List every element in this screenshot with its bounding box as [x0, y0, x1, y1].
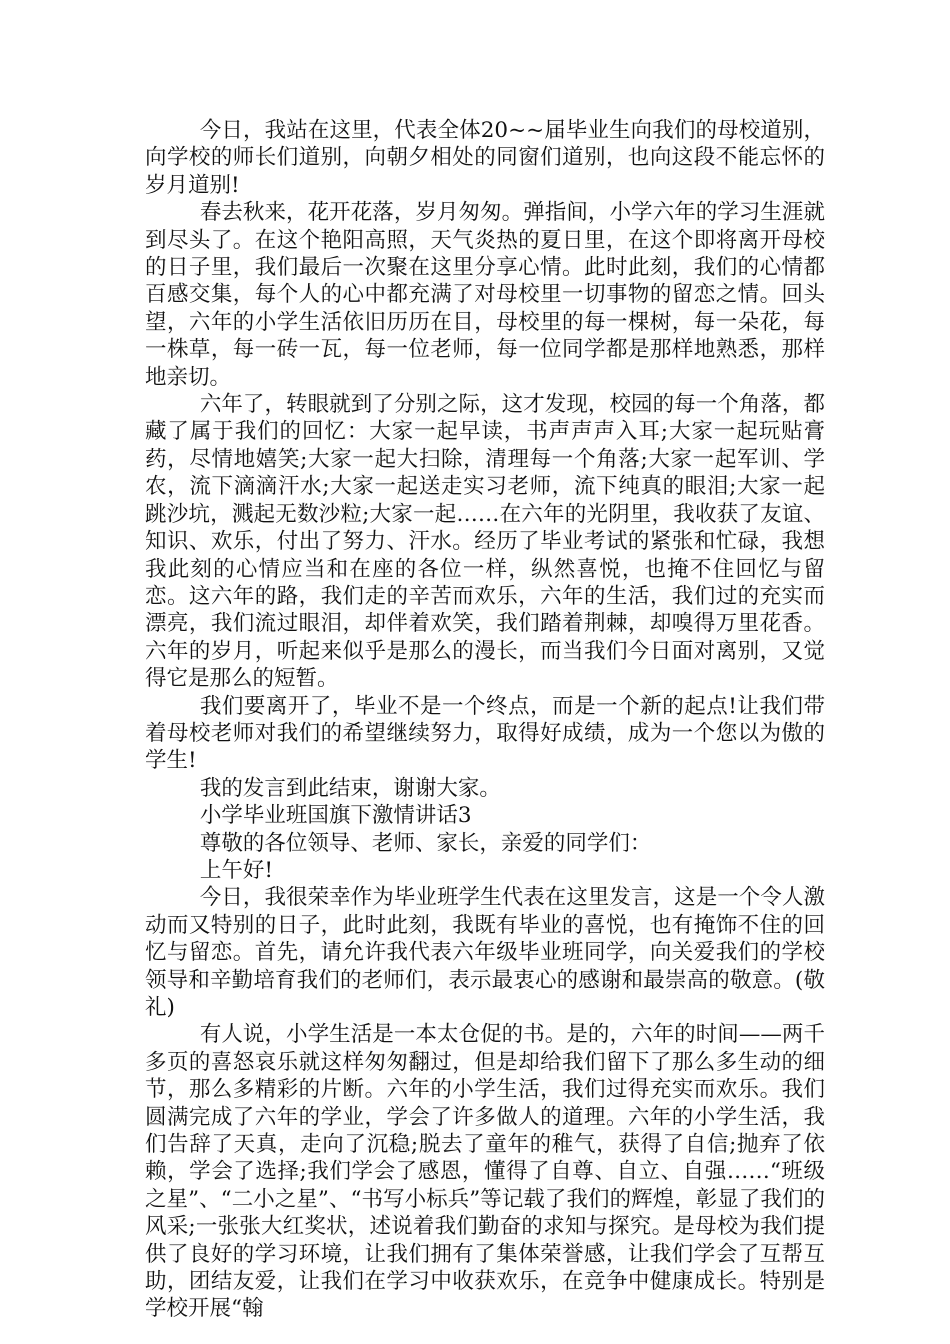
paragraph: 春去秋来，花开花落，岁月匆匆。弹指间，小学六年的学习生涯就到尽头了。在这个艳阳高照，天气炎热的夏日里，在这个即将离开母校的日子里，我们最后一次聚在这里分享心情。此时此刻，我们的心情都百感交集，每个人的心中都充满了对母校里一切事物的留恋之情。回头望，六年的小学生活依旧历历在目，母校里的每一棵树，每一朵花，每一株草，每一砖一瓦，每一位老师，每一位同学都是那样地熟悉，那样地亲切。: [145, 200, 825, 390]
document-body: [145, 117, 825, 1323]
greeting: 上午好!: [199, 857, 273, 883]
section-heading: 小学毕业班国旗下激情讲话3: [199, 803, 472, 829]
paragraph: 六年了，转眼就到了分别之际，这才发现，校园的每一个角落，都藏了属于我们的回忆：大家一起早读，书声声声入耳;大家一起玩贴膏药，尽情地嬉笑;大家一起大扫除，清理每一个角落;大家一起军训、学农，流下滴滴汗水;大家一起送走实习老师，流下纯真的眼泪;大家一起跳沙坑，溅起无数沙粒;大家一起……在六年的光阴里，我收获了友谊、知识、欢乐，付出了努力、汗水。经历了毕业考试的紧张和忙碌，我想我此刻的心情应当和在座的各位一样，纵然喜悦，也掩不住回忆与留恋。这六年的路，我们走的辛苦而欢乐，六年的生活，我们过的充实而漂亮，我们流过眼泪，却伴着欢笑，我们踏着荆棘，却嗅得万里花香。六年的岁月，听起来似乎是那么的漫长，而当我们今日面对离别，又觉得它是那么的短暂。: [145, 392, 825, 692]
paragraph: 今日，我很荣幸作为毕业班学生代表在这里发言，这是一个令人激动而又特别的日子，此时此刻，我既有毕业的喜悦，也有掩饰不住的回忆与留恋。首先，请允许我代表六年级毕业班同学，向关爱我们的学校领导和辛勤培育我们的老师们，表示最衷心的感谢和最崇高的敬意。(敬礼): [145, 885, 825, 1020]
paragraph: 有人说，小学生活是一本太仓促的书。是的，六年的时间——两千多页的喜怒哀乐就这样匆匆翻过，但是却给我们留下了那么多生动的细节，那么多精彩的片断。六年的小学生活，我们过得充实而欢乐。我们圆满完成了六年的学业，学会了许多做人的道理。六年的小学生活，我们告辞了天真，走向了沉稳;脱去了童年的稚气，获得了自信;抛弃了依赖，学会了选择;我们学会了感恩，懂得了自尊、自立、自强……“班级之星”、“二小之星”、“书写小标兵”等记载了我们的辉煌，彰显了我们的风采;一张张大红奖状，述说着我们勤奋的求知与探究。是母校为我们提供了良好的学习环境，让我们拥有了集体荣誉感，让我们学会了互帮互助，团结友爱，让我们在学习中收获欢乐，在竞争中健康成长。特别是学校开展“翰: [145, 1022, 825, 1322]
paragraph: 我的发言到此结束，谢谢大家。: [199, 775, 501, 801]
salutation: 尊敬的各位领导、老师、家长，亲爱的同学们：: [199, 830, 652, 856]
paragraph: 我们要离开了，毕业不是一个终点，而是一个新的起点!让我们带着母校老师对我们的希望继续努力，取得好成绩，成为一个您以为傲的学生!: [145, 693, 825, 774]
paragraph: 今日，我站在这里，代表全体20~~届毕业生向我们的母校道别，向学校的师长们道别，向朝夕相处的同窗们道别，也向这段不能忘怀的岁月道别!: [145, 118, 825, 198]
